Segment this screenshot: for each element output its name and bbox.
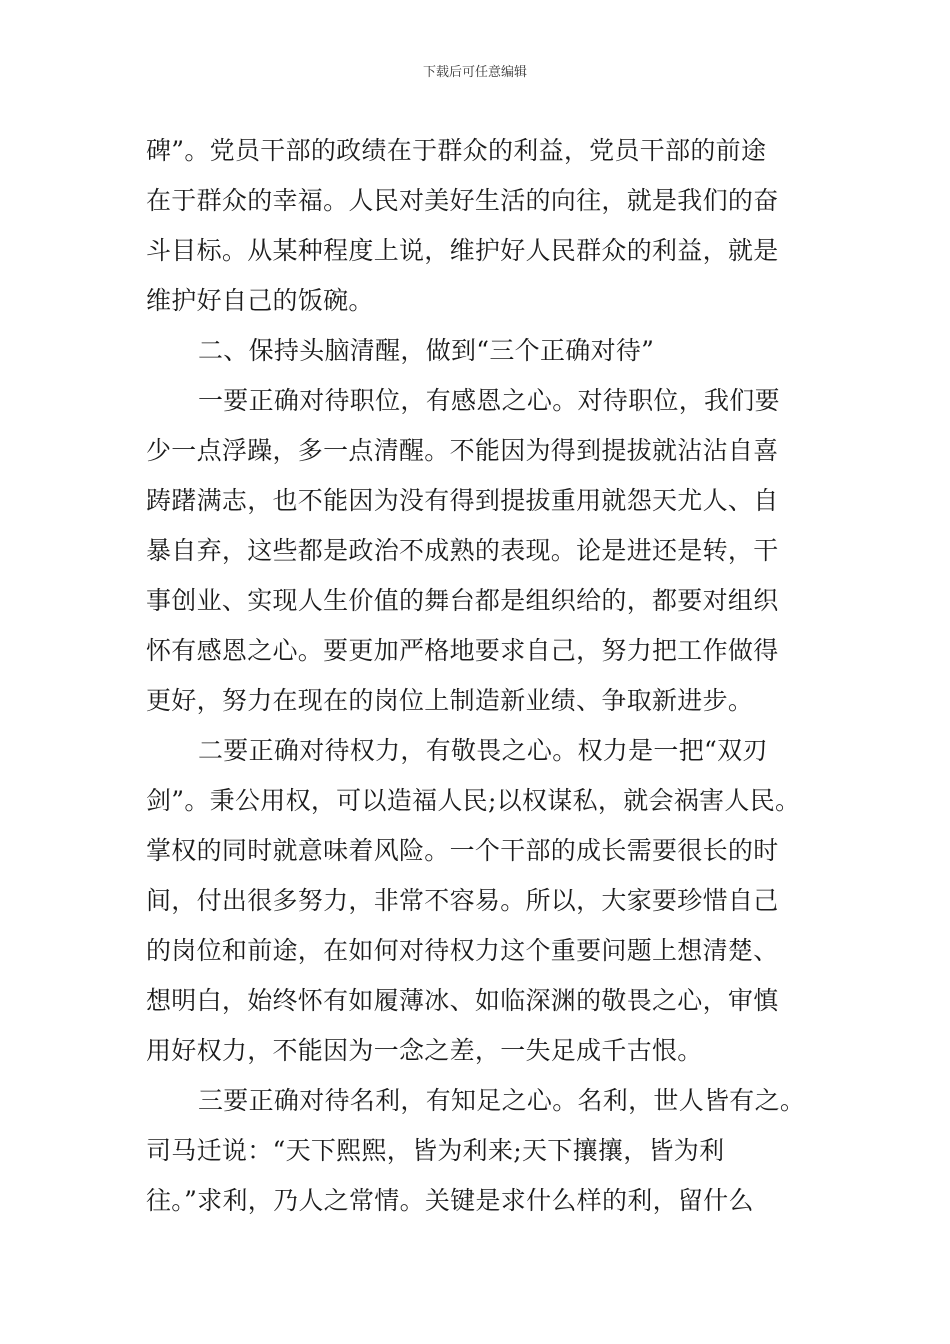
text-line: 用好权力，不能因为一念之差，一失足成千古恨。 bbox=[146, 1036, 703, 1065]
section-heading: 二、保持头脑清醒，做到“三个正确对待” bbox=[198, 336, 655, 365]
text-line: 剑”。秉公用权，可以造福人民;以权谋私，就会祸害人民。 bbox=[146, 786, 801, 815]
text-line: 暴自弃，这些都是政治不成熟的表现。论是进还是转，干 bbox=[146, 536, 779, 565]
text-line: 想明白，始终怀有如履薄冰、如临深渊的敬畏之心，审慎 bbox=[146, 986, 779, 1015]
text-line: 掌权的同时就意味着风险。一个干部的成长需要很长的时 bbox=[146, 836, 779, 865]
document-body bbox=[146, 126, 816, 1226]
paragraph-start-line: 三要正确对待名利，有知足之心。名利，世人皆有之。 bbox=[198, 1086, 806, 1115]
text-line: 碑”。党员干部的政绩在于群众的利益，党员干部的前途 bbox=[146, 136, 767, 165]
text-line: 斗目标。从某种程度上说，维护好人民群众的利益，就是 bbox=[146, 236, 779, 265]
text-line: 更好，努力在现在的岗位上制造新业绩、争取新进步。 bbox=[146, 686, 754, 715]
text-line: 在于群众的幸福。人民对美好生活的向往，就是我们的奋 bbox=[146, 186, 779, 215]
text-line: 事创业、实现人生价值的舞台都是组织给的，都要对组织 bbox=[146, 586, 779, 615]
text-line: 往。”求利，乃人之常情。关键是求什么样的利，留什么 bbox=[146, 1186, 754, 1215]
text-line: 少一点浮躁，多一点清醒。不能因为得到提拔就沾沾自喜 bbox=[146, 436, 779, 465]
text-line: 维护好自己的饭碗。 bbox=[146, 286, 374, 315]
text-line: 的岗位和前途，在如何对待权力这个重要问题上想清楚、 bbox=[146, 936, 779, 965]
text-line: 怀有感恩之心。要更加严格地要求自己，努力把工作做得 bbox=[146, 636, 779, 665]
text-line: 间，付出很多努力，非常不容易。所以，大家要珍惜自己 bbox=[146, 886, 779, 915]
paragraph-start-line: 二要正确对待权力，有敬畏之心。权力是一把“双刃 bbox=[198, 736, 768, 765]
paragraph-start-line: 一要正确对待职位，有感恩之心。对待职位，我们要 bbox=[198, 386, 780, 415]
text-line: 踌躇满志，也不能因为没有得到提拔重用就怨天尤人、自 bbox=[146, 486, 779, 515]
page-header-note: 下载后可任意编辑 bbox=[422, 65, 527, 80]
text-line: 司马迁说：“天下熙熙，皆为利来;天下攘攘，皆为利 bbox=[146, 1136, 725, 1165]
